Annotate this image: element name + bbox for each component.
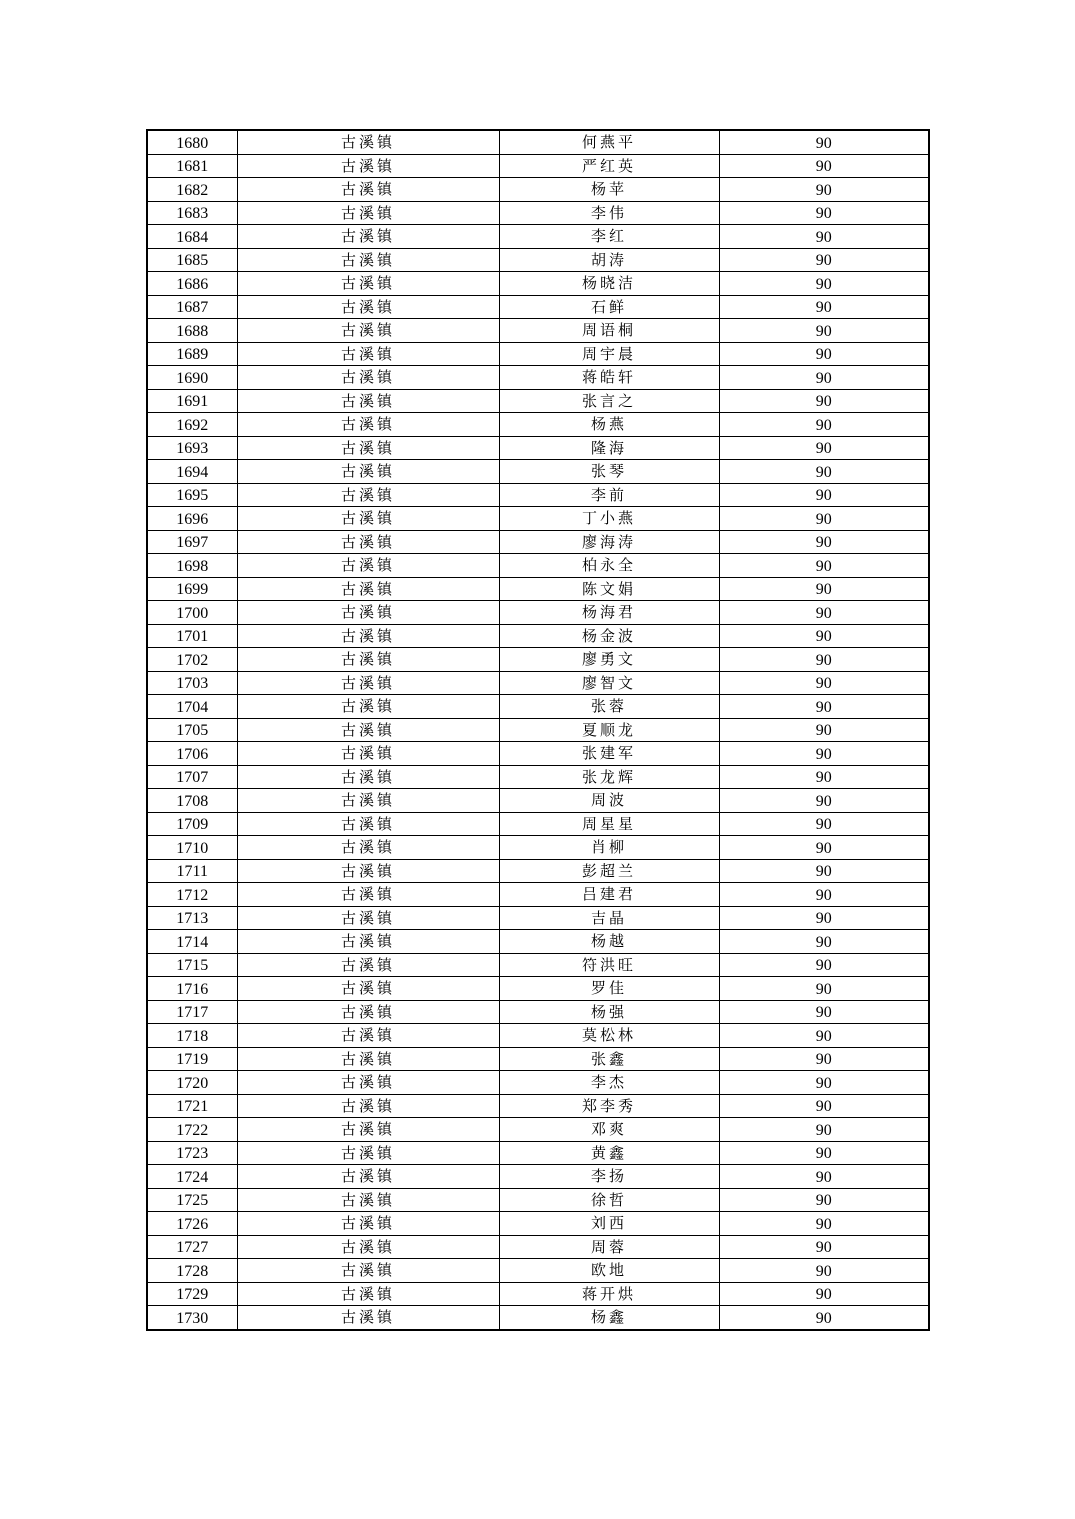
town-cell: 古溪镇 xyxy=(237,601,499,625)
row-number-cell: 1711 xyxy=(147,859,237,883)
row-number-cell: 1719 xyxy=(147,1047,237,1071)
person-name-cell: 廖海涛 xyxy=(499,530,719,554)
row-number-cell: 1705 xyxy=(147,718,237,742)
person-name-cell: 彭超兰 xyxy=(499,859,719,883)
score-cell: 90 xyxy=(719,413,929,437)
table-row xyxy=(147,1141,929,1165)
table-row xyxy=(147,507,929,531)
row-number-cell: 1682 xyxy=(147,178,237,202)
table-row xyxy=(147,389,929,413)
table-row xyxy=(147,977,929,1001)
town-cell: 古溪镇 xyxy=(237,507,499,531)
score-cell: 90 xyxy=(719,930,929,954)
person-name-cell: 郑李秀 xyxy=(499,1094,719,1118)
table-row xyxy=(147,342,929,366)
row-number-cell: 1695 xyxy=(147,483,237,507)
score-cell: 90 xyxy=(719,836,929,860)
town-cell: 古溪镇 xyxy=(237,671,499,695)
person-name-cell: 张龙辉 xyxy=(499,765,719,789)
row-number-cell: 1703 xyxy=(147,671,237,695)
person-name-cell: 欧地 xyxy=(499,1259,719,1283)
row-number-cell: 1688 xyxy=(147,319,237,343)
score-cell: 90 xyxy=(719,225,929,249)
row-number-cell: 1694 xyxy=(147,460,237,484)
person-name-cell: 张建军 xyxy=(499,742,719,766)
town-cell: 古溪镇 xyxy=(237,436,499,460)
town-cell: 古溪镇 xyxy=(237,272,499,296)
row-number-cell: 1728 xyxy=(147,1259,237,1283)
town-cell: 古溪镇 xyxy=(237,765,499,789)
table-row xyxy=(147,742,929,766)
score-cell: 90 xyxy=(719,248,929,272)
town-cell: 古溪镇 xyxy=(237,906,499,930)
table-row xyxy=(147,554,929,578)
person-name-cell: 陈文娟 xyxy=(499,577,719,601)
score-cell: 90 xyxy=(719,812,929,836)
town-cell: 古溪镇 xyxy=(237,530,499,554)
person-name-cell: 罗佳 xyxy=(499,977,719,1001)
table-row xyxy=(147,530,929,554)
score-cell: 90 xyxy=(719,765,929,789)
town-cell: 古溪镇 xyxy=(237,342,499,366)
person-name-cell: 周蓉 xyxy=(499,1235,719,1259)
town-cell: 古溪镇 xyxy=(237,883,499,907)
town-cell: 古溪镇 xyxy=(237,648,499,672)
row-number-cell: 1729 xyxy=(147,1282,237,1306)
table-row xyxy=(147,413,929,437)
town-cell: 古溪镇 xyxy=(237,1047,499,1071)
row-number-cell: 1689 xyxy=(147,342,237,366)
person-name-cell: 张言之 xyxy=(499,389,719,413)
person-name-cell: 张鑫 xyxy=(499,1047,719,1071)
score-cell: 90 xyxy=(719,530,929,554)
person-name-cell: 廖勇文 xyxy=(499,648,719,672)
row-number-cell: 1730 xyxy=(147,1306,237,1330)
person-name-cell: 杨海君 xyxy=(499,601,719,625)
town-cell: 古溪镇 xyxy=(237,624,499,648)
score-cell: 90 xyxy=(719,1047,929,1071)
town-cell: 古溪镇 xyxy=(237,1306,499,1330)
town-cell: 古溪镇 xyxy=(237,577,499,601)
score-cell: 90 xyxy=(719,624,929,648)
row-number-cell: 1690 xyxy=(147,366,237,390)
table-row xyxy=(147,718,929,742)
table-row xyxy=(147,624,929,648)
person-name-cell: 徐哲 xyxy=(499,1188,719,1212)
town-cell: 古溪镇 xyxy=(237,1282,499,1306)
table-row xyxy=(147,1235,929,1259)
row-number-cell: 1687 xyxy=(147,295,237,319)
person-name-cell: 丁小燕 xyxy=(499,507,719,531)
town-cell: 古溪镇 xyxy=(237,413,499,437)
score-cell: 90 xyxy=(719,577,929,601)
score-cell: 90 xyxy=(719,554,929,578)
row-number-cell: 1701 xyxy=(147,624,237,648)
town-cell: 古溪镇 xyxy=(237,389,499,413)
person-name-cell: 周语桐 xyxy=(499,319,719,343)
row-number-cell: 1683 xyxy=(147,201,237,225)
town-cell: 古溪镇 xyxy=(237,366,499,390)
score-cell: 90 xyxy=(719,883,929,907)
table-row xyxy=(147,577,929,601)
score-cell: 90 xyxy=(719,1212,929,1236)
score-cell: 90 xyxy=(719,1165,929,1189)
person-name-cell: 蒋开烘 xyxy=(499,1282,719,1306)
row-number-cell: 1715 xyxy=(147,953,237,977)
score-cell: 90 xyxy=(719,1188,929,1212)
table-row xyxy=(147,1118,929,1142)
town-cell: 古溪镇 xyxy=(237,1259,499,1283)
row-number-cell: 1686 xyxy=(147,272,237,296)
row-number-cell: 1722 xyxy=(147,1118,237,1142)
town-cell: 古溪镇 xyxy=(237,1235,499,1259)
town-cell: 古溪镇 xyxy=(237,1118,499,1142)
person-name-cell: 李扬 xyxy=(499,1165,719,1189)
row-number-cell: 1684 xyxy=(147,225,237,249)
row-number-cell: 1696 xyxy=(147,507,237,531)
roster-table xyxy=(146,129,930,1331)
score-cell: 90 xyxy=(719,977,929,1001)
score-cell: 90 xyxy=(719,1141,929,1165)
score-cell: 90 xyxy=(719,507,929,531)
score-cell: 90 xyxy=(719,130,929,154)
row-number-cell: 1726 xyxy=(147,1212,237,1236)
person-name-cell: 柏永全 xyxy=(499,554,719,578)
score-cell: 90 xyxy=(719,1235,929,1259)
town-cell: 古溪镇 xyxy=(237,1188,499,1212)
row-number-cell: 1718 xyxy=(147,1024,237,1048)
town-cell: 古溪镇 xyxy=(237,836,499,860)
person-name-cell: 杨晓洁 xyxy=(499,272,719,296)
score-cell: 90 xyxy=(719,389,929,413)
score-cell: 90 xyxy=(719,154,929,178)
score-cell: 90 xyxy=(719,366,929,390)
score-cell: 90 xyxy=(719,1094,929,1118)
table-row xyxy=(147,1094,929,1118)
person-name-cell: 邓爽 xyxy=(499,1118,719,1142)
table-row xyxy=(147,483,929,507)
person-name-cell: 隆海 xyxy=(499,436,719,460)
town-cell: 古溪镇 xyxy=(237,178,499,202)
person-name-cell: 何燕平 xyxy=(499,130,719,154)
table-row xyxy=(147,460,929,484)
table-row xyxy=(147,225,929,249)
town-cell: 古溪镇 xyxy=(237,554,499,578)
person-name-cell: 杨强 xyxy=(499,1000,719,1024)
town-cell: 古溪镇 xyxy=(237,718,499,742)
row-number-cell: 1693 xyxy=(147,436,237,460)
table-row xyxy=(147,1071,929,1095)
row-number-cell: 1685 xyxy=(147,248,237,272)
town-cell: 古溪镇 xyxy=(237,930,499,954)
person-name-cell: 杨越 xyxy=(499,930,719,954)
table-row xyxy=(147,671,929,695)
person-name-cell: 莫松林 xyxy=(499,1024,719,1048)
person-name-cell: 张琴 xyxy=(499,460,719,484)
row-number-cell: 1720 xyxy=(147,1071,237,1095)
person-name-cell: 廖智文 xyxy=(499,671,719,695)
table-row xyxy=(147,178,929,202)
score-cell: 90 xyxy=(719,695,929,719)
town-cell: 古溪镇 xyxy=(237,201,499,225)
person-name-cell: 周宇晨 xyxy=(499,342,719,366)
table-row xyxy=(147,1282,929,1306)
row-number-cell: 1706 xyxy=(147,742,237,766)
score-cell: 90 xyxy=(719,718,929,742)
row-number-cell: 1714 xyxy=(147,930,237,954)
table-row xyxy=(147,765,929,789)
person-name-cell: 吉晶 xyxy=(499,906,719,930)
town-cell: 古溪镇 xyxy=(237,859,499,883)
score-cell: 90 xyxy=(719,1000,929,1024)
table-row xyxy=(147,601,929,625)
table-row xyxy=(147,789,929,813)
score-cell: 90 xyxy=(719,272,929,296)
table-row xyxy=(147,319,929,343)
person-name-cell: 蒋皓轩 xyxy=(499,366,719,390)
table-row xyxy=(147,883,929,907)
person-name-cell: 石鲜 xyxy=(499,295,719,319)
score-cell: 90 xyxy=(719,1024,929,1048)
town-cell: 古溪镇 xyxy=(237,1165,499,1189)
row-number-cell: 1713 xyxy=(147,906,237,930)
person-name-cell: 严红英 xyxy=(499,154,719,178)
row-number-cell: 1710 xyxy=(147,836,237,860)
score-cell: 90 xyxy=(719,342,929,366)
score-cell: 90 xyxy=(719,1071,929,1095)
person-name-cell: 胡涛 xyxy=(499,248,719,272)
town-cell: 古溪镇 xyxy=(237,154,499,178)
town-cell: 古溪镇 xyxy=(237,695,499,719)
table-row xyxy=(147,1047,929,1071)
row-number-cell: 1698 xyxy=(147,554,237,578)
town-cell: 古溪镇 xyxy=(237,1000,499,1024)
row-number-cell: 1692 xyxy=(147,413,237,437)
person-name-cell: 周波 xyxy=(499,789,719,813)
score-cell: 90 xyxy=(719,1259,929,1283)
person-name-cell: 周星星 xyxy=(499,812,719,836)
person-name-cell: 李杰 xyxy=(499,1071,719,1095)
person-name-cell: 李伟 xyxy=(499,201,719,225)
score-cell: 90 xyxy=(719,1282,929,1306)
row-number-cell: 1702 xyxy=(147,648,237,672)
row-number-cell: 1717 xyxy=(147,1000,237,1024)
town-cell: 古溪镇 xyxy=(237,977,499,1001)
table-row xyxy=(147,295,929,319)
score-cell: 90 xyxy=(719,648,929,672)
table-row xyxy=(147,1024,929,1048)
town-cell: 古溪镇 xyxy=(237,789,499,813)
row-number-cell: 1727 xyxy=(147,1235,237,1259)
score-cell: 90 xyxy=(719,295,929,319)
person-name-cell: 杨鑫 xyxy=(499,1306,719,1330)
table-row xyxy=(147,1212,929,1236)
table-row xyxy=(147,130,929,154)
person-name-cell: 杨苹 xyxy=(499,178,719,202)
score-cell: 90 xyxy=(719,178,929,202)
row-number-cell: 1700 xyxy=(147,601,237,625)
table-row xyxy=(147,272,929,296)
score-cell: 90 xyxy=(719,201,929,225)
roster-table-body xyxy=(147,130,929,1330)
person-name-cell: 黄鑫 xyxy=(499,1141,719,1165)
table-row xyxy=(147,648,929,672)
person-name-cell: 杨金波 xyxy=(499,624,719,648)
table-row xyxy=(147,154,929,178)
row-number-cell: 1681 xyxy=(147,154,237,178)
row-number-cell: 1712 xyxy=(147,883,237,907)
town-cell: 古溪镇 xyxy=(237,248,499,272)
score-cell: 90 xyxy=(719,601,929,625)
town-cell: 古溪镇 xyxy=(237,1212,499,1236)
table-row xyxy=(147,1306,929,1330)
table-row xyxy=(147,953,929,977)
person-name-cell: 吕建君 xyxy=(499,883,719,907)
row-number-cell: 1709 xyxy=(147,812,237,836)
score-cell: 90 xyxy=(719,1118,929,1142)
town-cell: 古溪镇 xyxy=(237,483,499,507)
town-cell: 古溪镇 xyxy=(237,1071,499,1095)
row-number-cell: 1725 xyxy=(147,1188,237,1212)
row-number-cell: 1724 xyxy=(147,1165,237,1189)
table-row xyxy=(147,695,929,719)
score-cell: 90 xyxy=(719,742,929,766)
row-number-cell: 1716 xyxy=(147,977,237,1001)
person-name-cell: 杨燕 xyxy=(499,413,719,437)
row-number-cell: 1721 xyxy=(147,1094,237,1118)
score-cell: 90 xyxy=(719,319,929,343)
person-name-cell: 刘西 xyxy=(499,1212,719,1236)
row-number-cell: 1708 xyxy=(147,789,237,813)
table-row xyxy=(147,859,929,883)
table-row xyxy=(147,836,929,860)
person-name-cell: 夏顺龙 xyxy=(499,718,719,742)
row-number-cell: 1691 xyxy=(147,389,237,413)
score-cell: 90 xyxy=(719,1306,929,1330)
table-row xyxy=(147,366,929,390)
table-row xyxy=(147,1188,929,1212)
town-cell: 古溪镇 xyxy=(237,1141,499,1165)
score-cell: 90 xyxy=(719,483,929,507)
town-cell: 古溪镇 xyxy=(237,225,499,249)
row-number-cell: 1723 xyxy=(147,1141,237,1165)
person-name-cell: 李前 xyxy=(499,483,719,507)
table-row xyxy=(147,812,929,836)
row-number-cell: 1707 xyxy=(147,765,237,789)
town-cell: 古溪镇 xyxy=(237,1024,499,1048)
person-name-cell: 肖柳 xyxy=(499,836,719,860)
town-cell: 古溪镇 xyxy=(237,319,499,343)
score-cell: 90 xyxy=(719,953,929,977)
table-row xyxy=(147,930,929,954)
table-row xyxy=(147,436,929,460)
town-cell: 古溪镇 xyxy=(237,1094,499,1118)
person-name-cell: 张蓉 xyxy=(499,695,719,719)
row-number-cell: 1699 xyxy=(147,577,237,601)
town-cell: 古溪镇 xyxy=(237,130,499,154)
table-row xyxy=(147,1259,929,1283)
table-row xyxy=(147,906,929,930)
town-cell: 古溪镇 xyxy=(237,742,499,766)
score-cell: 90 xyxy=(719,789,929,813)
row-number-cell: 1704 xyxy=(147,695,237,719)
score-cell: 90 xyxy=(719,460,929,484)
person-name-cell: 符洪旺 xyxy=(499,953,719,977)
table-row xyxy=(147,1000,929,1024)
table-row xyxy=(147,1165,929,1189)
town-cell: 古溪镇 xyxy=(237,953,499,977)
row-number-cell: 1697 xyxy=(147,530,237,554)
score-cell: 90 xyxy=(719,906,929,930)
town-cell: 古溪镇 xyxy=(237,812,499,836)
score-cell: 90 xyxy=(719,436,929,460)
town-cell: 古溪镇 xyxy=(237,295,499,319)
table-row xyxy=(147,248,929,272)
row-number-cell: 1680 xyxy=(147,130,237,154)
town-cell: 古溪镇 xyxy=(237,460,499,484)
score-cell: 90 xyxy=(719,671,929,695)
person-name-cell: 李红 xyxy=(499,225,719,249)
table-row xyxy=(147,201,929,225)
score-cell: 90 xyxy=(719,859,929,883)
